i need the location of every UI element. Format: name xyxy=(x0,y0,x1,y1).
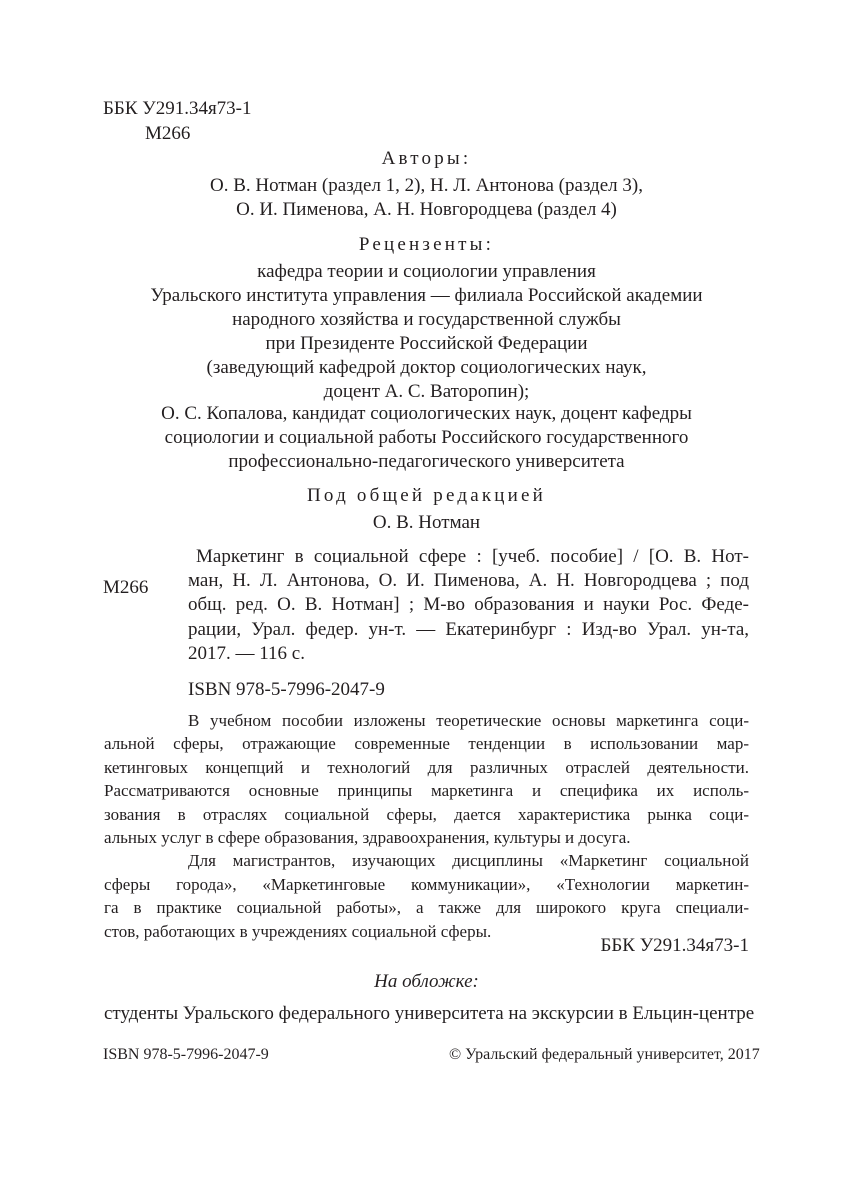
bbk-code-top: ББК У291.34я73-1 xyxy=(103,98,252,119)
abstract-line-3: кетинговых концепций и технологий для различных отраслей деятельности. xyxy=(104,757,749,777)
abstract-line-8: сферы города», «Маркетинговые коммуникации», «Технологии маркетин- xyxy=(104,874,749,894)
cover-caption: студенты Уральского федерального университета на экскурсии в Ельцин-центре xyxy=(104,1003,755,1024)
abstract-line-7: Для магистрантов, изучающих дисциплины «Маркетинг социальной xyxy=(188,851,749,871)
catalog-isbn: ISBN 978-5-7996-2047-9 xyxy=(188,679,385,700)
catalog-line-3: общ. ред. О. В. Нотман] ; М-во образования и науки Рос. Феде- xyxy=(188,594,749,616)
abstract-line-6: альных услуг в сфере образования, здравоохранения, культуры и досуга. xyxy=(104,828,631,848)
reviewers-line-2: Уральского института управления — филиала Российской академии xyxy=(150,285,703,306)
catalog-line-5: 2017. — 116 с. xyxy=(188,642,305,664)
footer-copyright: © Уральский федеральный университет, 2017 xyxy=(449,1046,760,1063)
reviewers-line-3: народного хозяйства и государственной службы xyxy=(232,309,621,330)
reviewers-line-8: социологии и социальной работы Российского государственного xyxy=(164,427,689,448)
reviewers-line-6: доцент А. С. Ваторопин); xyxy=(323,381,530,402)
author-mark-top: М266 xyxy=(145,123,191,144)
editor-heading: Под общей редакцией xyxy=(307,485,546,506)
reviewers-line-4: при Президенте Российской Федерации xyxy=(265,333,588,354)
reviewers-line-7: О. С. Копалова, кандидат социологических наук, доцент кафедры xyxy=(161,403,692,424)
reviewers-line-1: кафедра теории и социологии управления xyxy=(257,261,596,282)
editor-name: О. В. Нотман xyxy=(372,512,481,533)
abstract-line-2: альной сферы, отражающие современные тенденции в использовании мар- xyxy=(104,734,749,754)
cover-heading: На обложке: xyxy=(374,971,479,992)
bbk-code-bottom: ББК У291.34я73-1 xyxy=(600,935,749,956)
catalog-line-2: ман, Н. Л. Антонова, О. И. Пименова, А. Н. Новгородцева ; под xyxy=(188,570,749,592)
catalog-line-4: рации, Урал. федер. ун-т. — Екатеринбург : Изд-во Урал. ун-та, xyxy=(188,618,749,640)
abstract-line-1: В учебном пособии изложены теоретические основы маркетинга соци- xyxy=(188,711,749,730)
abstract-line-10: стов, работающих в учреждениях социальной сферы. xyxy=(104,921,492,941)
reviewers-line-5: (заведующий кафедрой доктор социологических наук, xyxy=(206,357,647,378)
abstract-text xyxy=(104,709,749,943)
catalog-record xyxy=(188,545,749,666)
abstract-line-9: га в практике социальной работы», а также для широкого круга специали- xyxy=(104,898,749,918)
abstract-line-4: Рассматриваются основные принципы маркетинга и специфика их исполь- xyxy=(104,781,749,801)
catalog-author-mark: М266 xyxy=(103,577,149,598)
authors-line-1: О. В. Нотман (раздел 1, 2), Н. Л. Антонова (раздел 3), xyxy=(210,175,643,196)
authors-line-2: О. И. Пименова, А. Н. Новгородцева (раздел 4) xyxy=(236,199,617,220)
abstract-line-5: зования в отраслях социальной сферы, дается характеристика рынка соци- xyxy=(104,804,749,824)
footer-isbn: ISBN 978-5-7996-2047-9 xyxy=(103,1046,269,1063)
authors-heading: Авторы: xyxy=(381,148,472,169)
catalog-line-1: Маркетинг в социальной сфере : [учеб. пособие] / [О. В. Нот- xyxy=(196,546,749,567)
reviewers-heading: Рецензенты: xyxy=(358,234,495,255)
reviewers-line-9: профессионально-педагогического университета xyxy=(228,451,625,472)
